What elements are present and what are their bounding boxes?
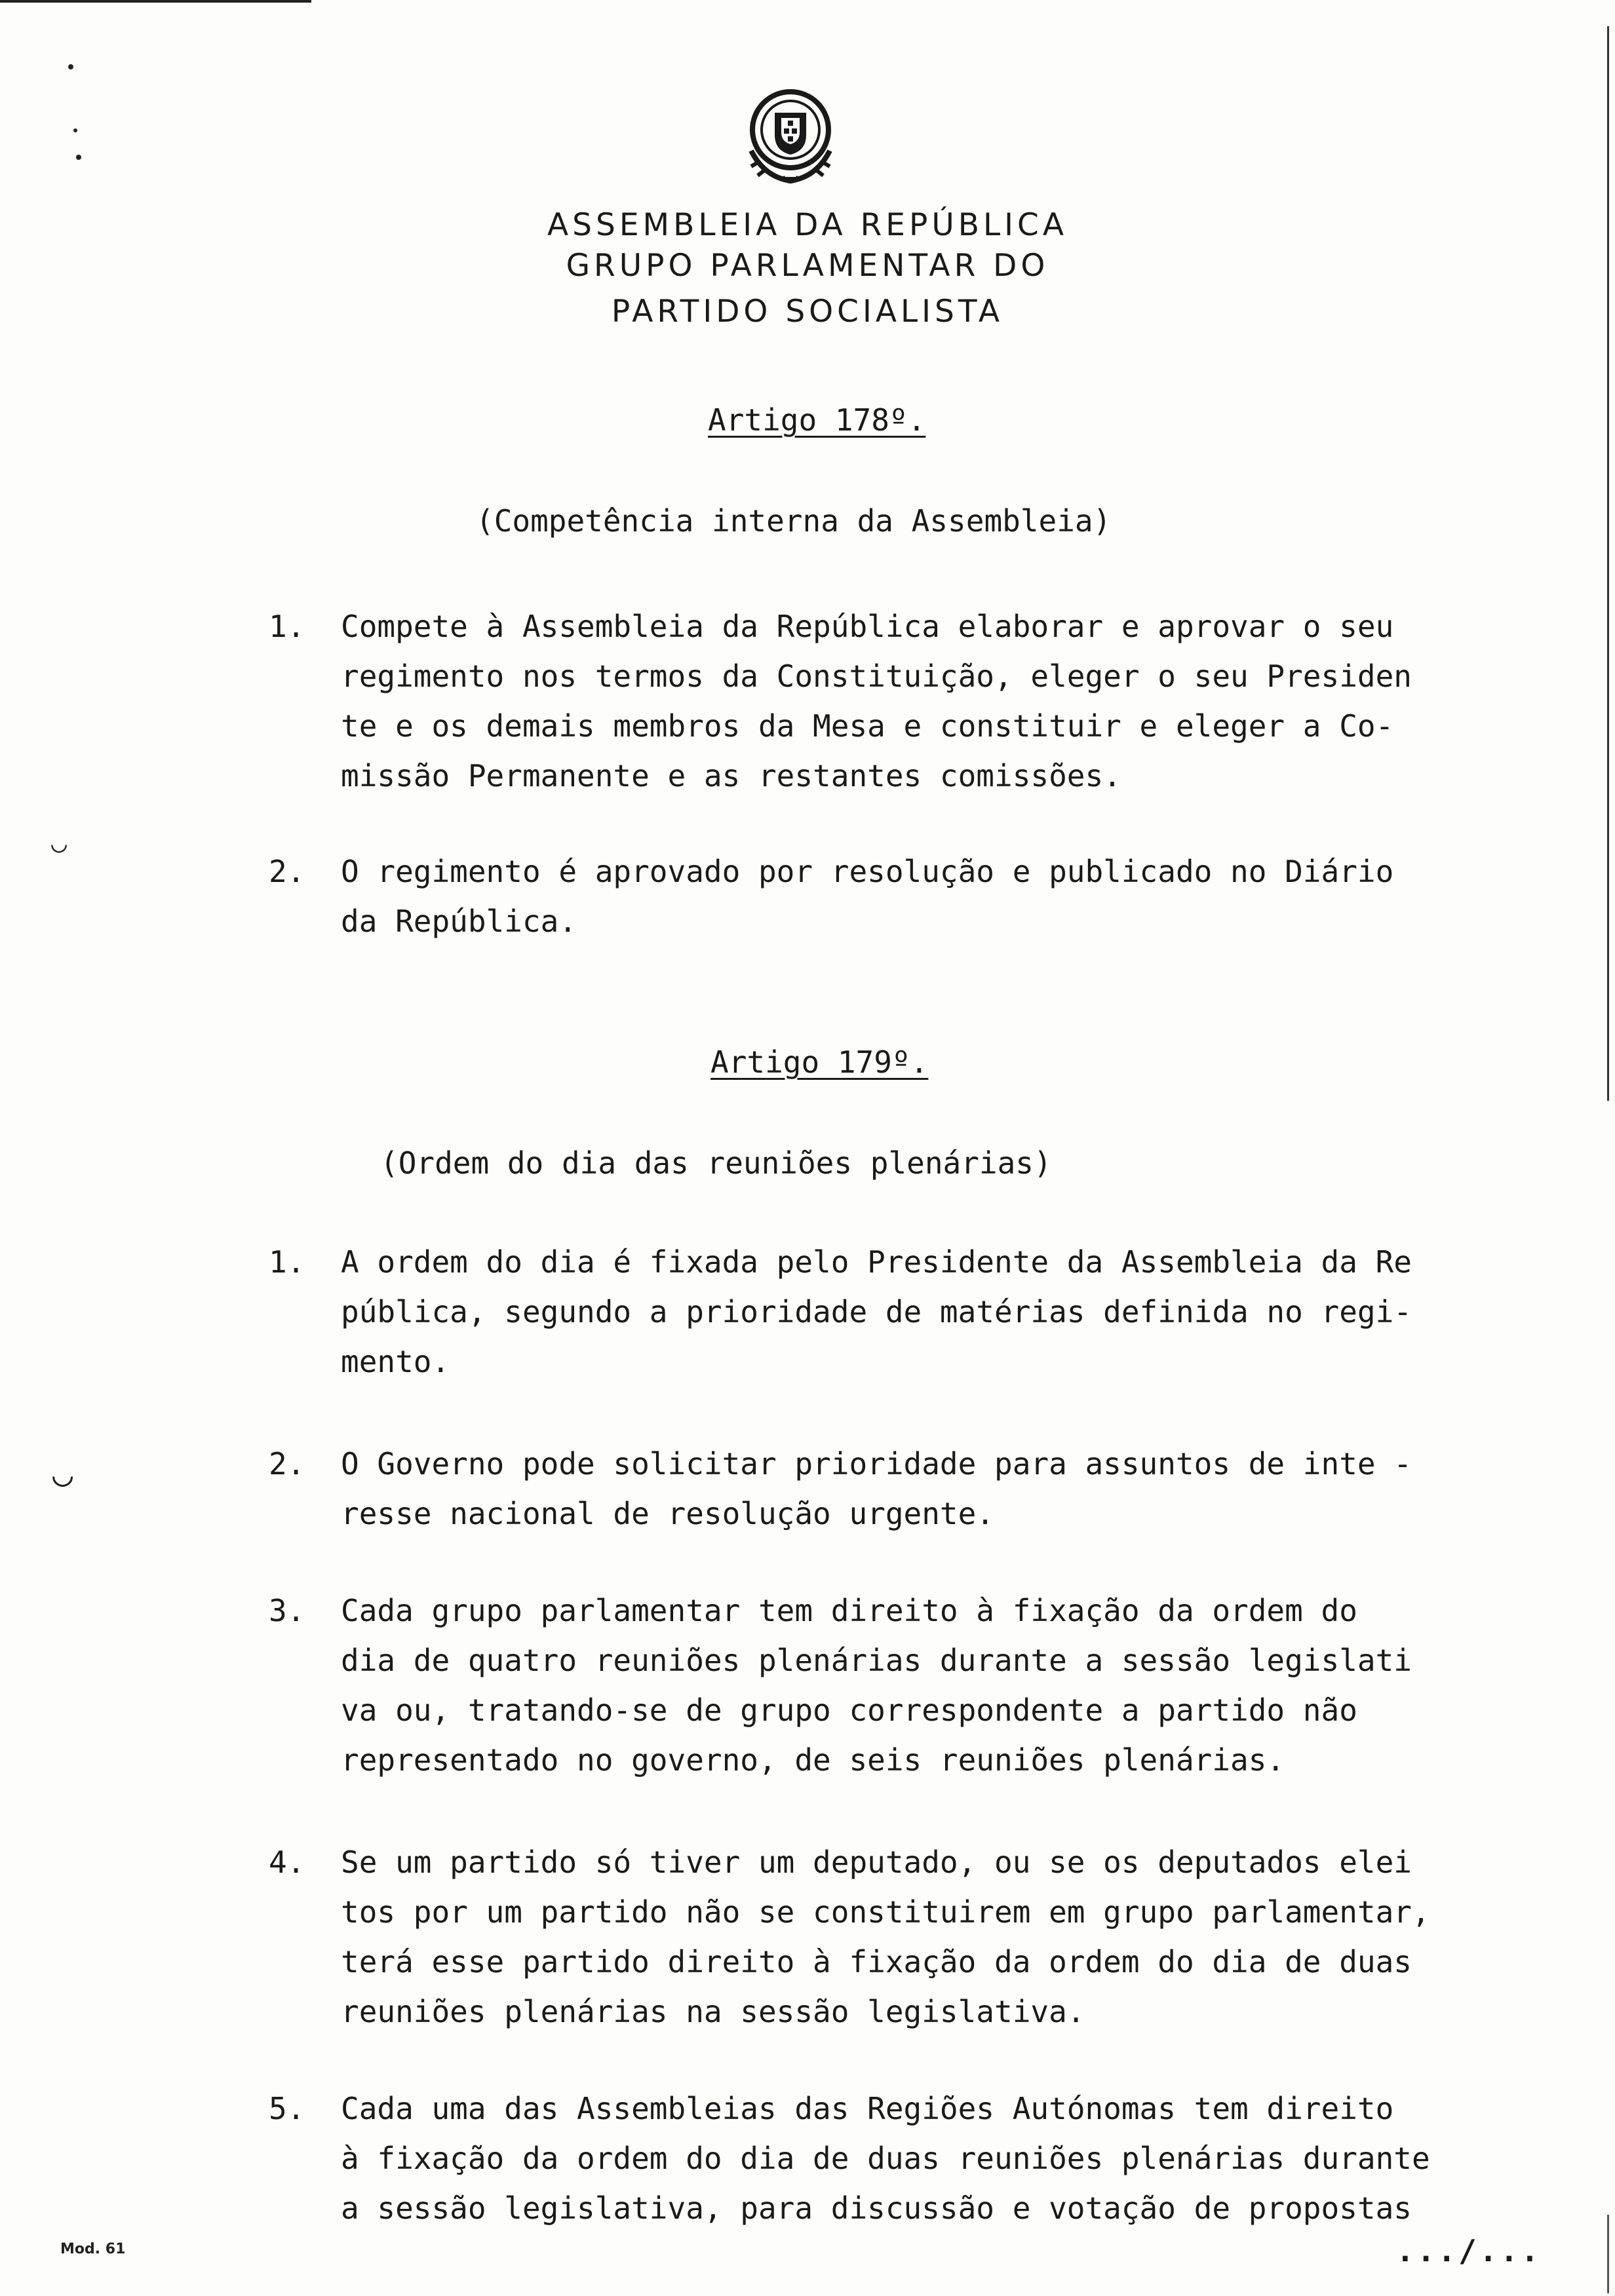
article-178-title: Artigo 178º. xyxy=(708,402,926,438)
header-line-3: PARTIDO SOCIALISTA xyxy=(611,294,1004,330)
article-178-item-1 xyxy=(269,602,1514,801)
continuation-mark: .../... xyxy=(1396,2233,1542,2268)
item-text: O regimento é aprovado por resolução e publicado no Diário da República. xyxy=(341,854,1394,939)
margin-dot xyxy=(76,155,81,160)
article-178-subtitle: (Competência interna da Assembleia) xyxy=(476,503,1112,539)
item-text: Cada uma das Assembleias das Regiões Autónomas tem direito à fixação da ordem do dia de duas reuniões plenárias durante a sessão legislativa, para discussão e votação de propostas xyxy=(341,2091,1430,2226)
article-178-item-2 xyxy=(269,847,1514,946)
article-179-item-3 xyxy=(269,1586,1514,1785)
article-179-item-2 xyxy=(269,1439,1514,1539)
article-179-subtitle: (Ordem do dia das reuniões plenárias) xyxy=(380,1145,1052,1181)
article-179-title: Artigo 179º. xyxy=(710,1044,929,1080)
margin-check-mark: ◡ xyxy=(51,828,68,858)
header-line-1: ASSEMBLEIA DA REPÚBLICA xyxy=(547,207,1068,243)
item-number: 3. xyxy=(269,1593,305,1628)
article-179-item-4 xyxy=(269,1837,1514,2037)
item-text: O Governo pode solicitar prioridade para assuntos de inte - resse nacional de resolução urgente. xyxy=(341,1446,1412,1531)
right-edge-line-bottom xyxy=(1607,2215,1609,2293)
item-text: A ordem do dia é fixada pelo Presidente da Assembleia da Re pública, segundo a prioridade de matérias definida no regi- mento. xyxy=(341,1244,1412,1379)
form-code: Mod. 61 xyxy=(60,2241,126,2257)
margin-check-mark: ◡ xyxy=(52,1455,73,1494)
item-number: 5. xyxy=(269,2091,305,2126)
margin-dot xyxy=(68,64,73,69)
item-number: 1. xyxy=(269,1244,305,1280)
item-number: 1. xyxy=(269,609,305,644)
margin-dot xyxy=(73,128,77,132)
right-edge-line xyxy=(1607,26,1609,1101)
item-text: Cada grupo parlamentar tem direito à fixação da ordem do dia de quatro reuniões plenárias durante a sessão legislati va ou, tratando-se de grupo correspondente a partido não representado no governo, de seis reuniões plenárias. xyxy=(341,1593,1412,1778)
coat-of-arms-emblem-icon xyxy=(731,79,849,197)
top-edge-line xyxy=(0,0,311,3)
item-number: 2. xyxy=(269,854,305,889)
item-text: Compete à Assembleia da República elaborar e aprovar o seu regimento nos termos da Constituição, eleger o seu Presiden te e os demais membros da Mesa e constituir e eleger a Co- missão Permanente e as restantes comissões. xyxy=(341,609,1412,794)
item-number: 2. xyxy=(269,1446,305,1482)
header-line-2: GRUPO PARLAMENTAR DO xyxy=(566,248,1049,284)
article-179-item-5 xyxy=(269,2084,1514,2233)
article-179-item-1 xyxy=(269,1237,1514,1387)
item-number: 4. xyxy=(269,1845,305,1880)
item-text: Se um partido só tiver um deputado, ou se os deputados elei tos por um partido não se constituirem em grupo parlamentar, terá esse partido direito à fixação da ordem do dia de duas reuniões plenárias na sessão legislativa. xyxy=(341,1845,1430,2029)
